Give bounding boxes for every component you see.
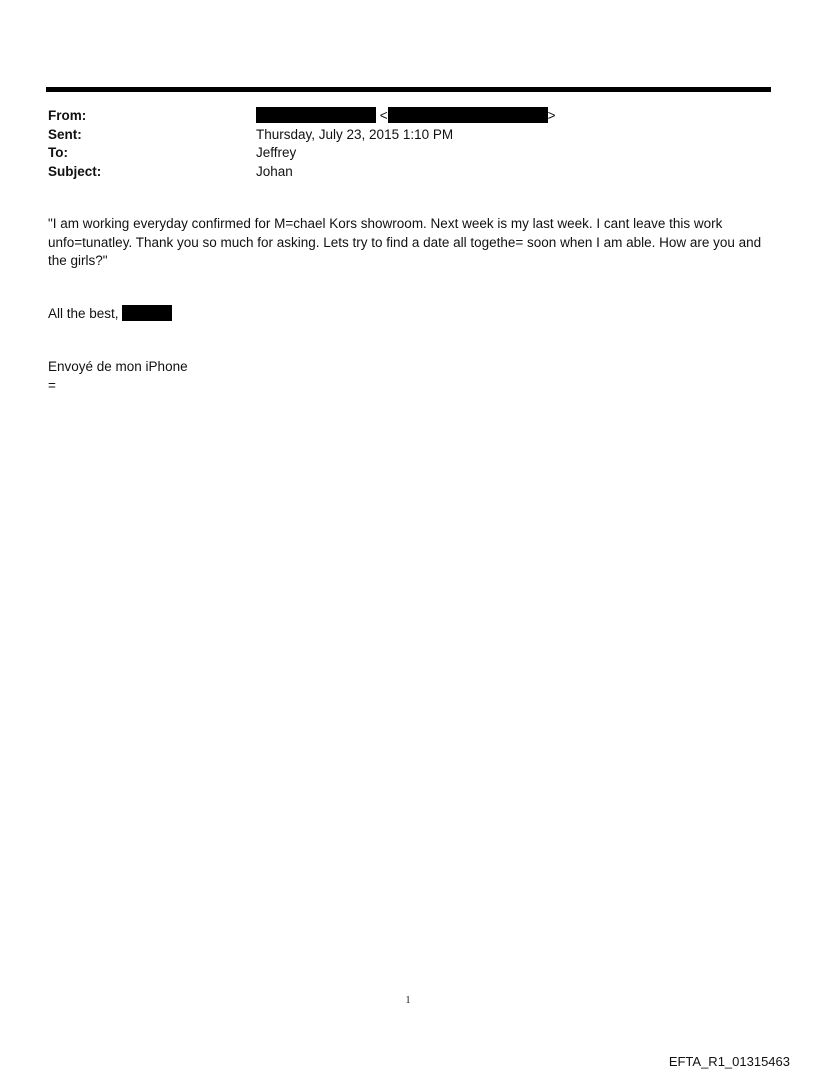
to-label: To: [48,145,68,160]
from-row [48,107,768,126]
from-close-bracket: > [547,108,556,123]
body-line-3: the girls?" [48,253,108,268]
header-divider [46,87,771,92]
redacted-signature-name [122,305,172,321]
sent-label: Sent: [48,126,82,142]
redacted-sender-name [256,107,376,123]
page-number: 1 [405,995,411,1006]
subject-value: Johan [256,163,293,179]
from-value [256,107,768,126]
subject-row [48,163,768,182]
closing-text: All the best, [48,306,119,321]
redacted-sender-email [388,107,548,123]
email-header [48,107,768,181]
body-line-1: "I am working everyday confirmed for M=chael Kors showroom. Next week is my last week. I cant leave this work [48,216,723,231]
to-row [48,144,768,163]
signature-block [48,358,188,395]
subject-label: Subject: [48,163,102,179]
sent-value: Thursday, July 23, 2015 1:10 PM [256,126,454,142]
from-label: From: [48,108,87,123]
message-body [48,215,773,271]
bates-number: EFTA_R1_01315463 [668,1054,790,1069]
signature-text: Envoyé de mon iPhone [48,359,188,374]
to-value: Jeffrey [256,145,297,160]
closing-line [48,305,172,324]
sent-row [48,126,768,145]
body-line-2: unfo=tunatley. Thank you so much for asking. Lets try to find a date all togethe= soon when I am able. How are you and [48,234,762,250]
from-open-bracket: < [379,108,388,123]
trailing-equals: = [48,377,56,393]
